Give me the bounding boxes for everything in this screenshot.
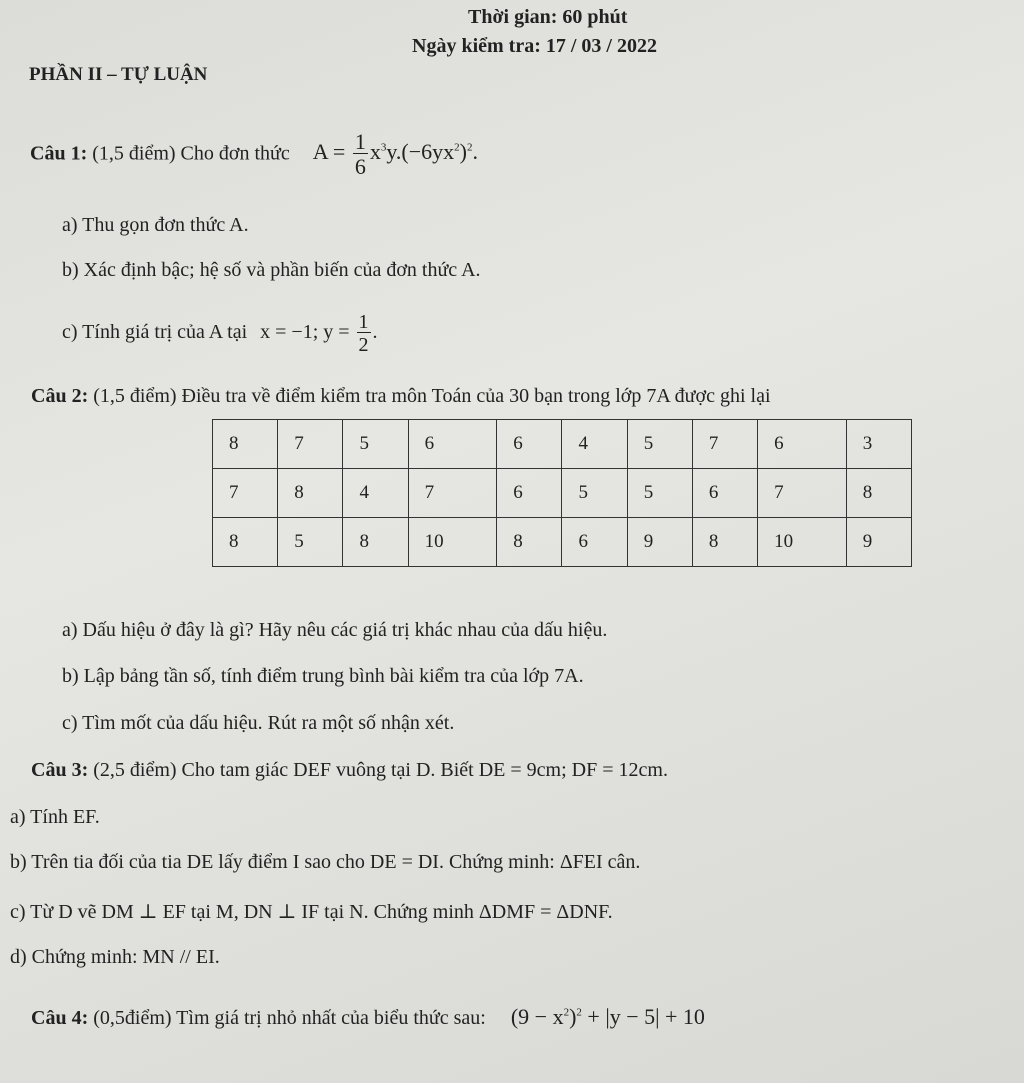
- fraction-one-sixth: $\frac{1}{6}$: [354, 128, 366, 179]
- table-cell: 6: [758, 420, 847, 469]
- table-cell: 5: [627, 469, 692, 518]
- table-row: [213, 469, 912, 518]
- q2-part-a: a) Dấu hiệu ở đây là gì? Hãy nêu các giá trị khác nhau của dấu hiệu.: [62, 619, 608, 641]
- q3-part-d: d) Chứng minh: MN // EI.: [10, 946, 220, 968]
- fraction-one-half: $\frac{1}{2}$: [358, 310, 369, 356]
- q2-part-b: b) Lập bảng tần số, tính điểm trung bình bài kiểm tra của lớp 7A.: [62, 665, 584, 687]
- table-cell: 5: [278, 518, 343, 567]
- q1-part-c: c) Tính giá trị của A tại x = −1; y = $\frac{1}{2}$ .: [62, 310, 378, 356]
- table-cell: 6: [497, 469, 562, 518]
- q1-intro: (1,5 điểm) Cho đơn thức: [92, 142, 290, 165]
- table-cell: 9: [846, 518, 911, 567]
- table-cell: 4: [343, 469, 408, 518]
- q3-part-a: a) Tính EF.: [10, 806, 100, 828]
- table-cell: 6: [562, 518, 627, 567]
- table-cell: 4: [562, 420, 627, 469]
- q4-header: [31, 1004, 705, 1030]
- q2-label: Câu 2:: [31, 385, 89, 407]
- table-cell: 8: [343, 518, 408, 567]
- q1-formula: A = $\frac{1}{6}$ $x^3y.(-6yx^2)^2$.: [312, 128, 478, 179]
- exam-time: Thời gian: 60 phút: [468, 6, 628, 28]
- table-cell: 6: [692, 469, 757, 518]
- q3-part-c: c) Từ D vẽ DM ⊥ EF tại M, DN ⊥ IF tại N. Chứng minh ΔDMF = ΔDNF.: [10, 901, 613, 923]
- table-cell: 7: [213, 469, 278, 518]
- table-cell: 7: [278, 420, 343, 469]
- table-cell: 8: [213, 518, 278, 567]
- table-cell: 10: [408, 518, 497, 567]
- table-cell: 8: [692, 518, 757, 567]
- table-cell: 8: [278, 469, 343, 518]
- table-cell: 7: [758, 469, 847, 518]
- table-cell: 8: [213, 420, 278, 469]
- q1-part-a: a) Thu gọn đơn thức A.: [62, 214, 249, 236]
- exam-date: Ngày kiểm tra: 17 / 03 / 2022: [412, 35, 657, 57]
- table-cell: 6: [408, 420, 497, 469]
- table-cell: 7: [692, 420, 757, 469]
- table-cell: 8: [846, 469, 911, 518]
- table-cell: 9: [627, 518, 692, 567]
- q4-intro: (0,5điểm) Tìm giá trị nhỏ nhất của biểu thức sau:: [93, 1007, 486, 1029]
- table-cell: 5: [343, 420, 408, 469]
- q3-intro: (2,5 điểm) Cho tam giác DEF vuông tại D. Biết DE = 9cm; DF = 12cm.: [93, 759, 668, 781]
- table-cell: 10: [758, 518, 847, 567]
- table-cell: 7: [408, 469, 497, 518]
- section-title: PHẦN II – TỰ LUẬN: [29, 64, 208, 85]
- table-row: [213, 420, 912, 469]
- table-cell: 3: [846, 420, 911, 469]
- table-cell: 5: [627, 420, 692, 469]
- table-cell: 6: [497, 420, 562, 469]
- q4-label: Câu 4:: [31, 1007, 89, 1029]
- q1-part-b: b) Xác định bậc; hệ số và phần biến của đơn thức A.: [62, 259, 481, 281]
- table-row: [213, 518, 912, 567]
- table-cell: 8: [497, 518, 562, 567]
- q3-label: Câu 3:: [31, 759, 89, 781]
- q1-label: Câu 1:: [30, 142, 88, 165]
- q2-header: [31, 385, 771, 408]
- q2-part-c: c) Tìm mốt của dấu hiệu. Rút ra một số nhận xét.: [62, 712, 455, 734]
- q4-expression: $(9 - x^2)^2 + |y - 5| + 10$: [510, 1004, 705, 1029]
- q3-part-b: b) Trên tia đối của tia DE lấy điểm I sao cho DE = DI. Chứng minh: ΔFEI cân.: [10, 851, 641, 873]
- table-cell: 5: [562, 469, 627, 518]
- q2-intro: (1,5 điểm) Điều tra về điểm kiểm tra môn Toán của 30 bạn trong lớp 7A được ghi lại: [93, 385, 771, 407]
- q3-header: [31, 759, 668, 782]
- q1-header: [30, 118, 478, 183]
- scores-table: [212, 419, 912, 567]
